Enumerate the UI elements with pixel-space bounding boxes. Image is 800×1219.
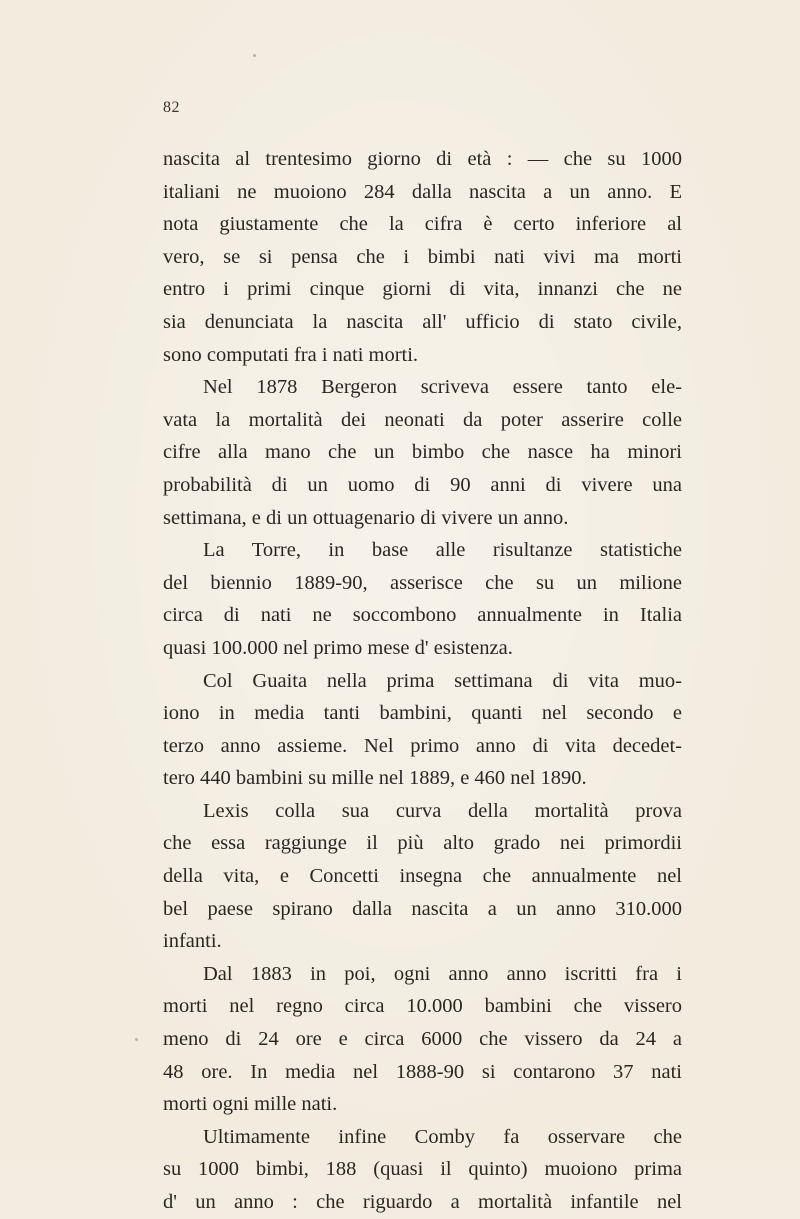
text-line: bel paese spirano dalla nascita a un anno 310.000 — [163, 897, 682, 920]
text-line: terzo anno assieme. Nel primo anno di vita decedet- — [163, 734, 682, 757]
text-line: della vita, e Concetti insegna che annualmente nel — [163, 865, 682, 888]
text-line: Col Guaita nella prima settimana di vita muo- — [203, 669, 682, 692]
text-line: italiani ne muoiono 284 dalla nascita a un anno. E — [163, 180, 682, 203]
text-line: Nel 1878 Bergeron scriveva essere tanto ele- — [203, 376, 682, 399]
text-line: morti nel regno circa 10.000 bambini che vissero — [163, 995, 682, 1018]
text-line: iono in media tanti bambini, quanti nel secondo e — [163, 702, 682, 725]
text-line: La Torre, in base alle risultanze statistiche — [203, 539, 682, 562]
text-line: probabilità di un uomo di 90 anni di vivere una — [163, 473, 682, 496]
paper-speck — [253, 54, 256, 57]
text-line: entro i primi cinque giorni di vita, innanzi che ne — [163, 278, 682, 301]
text-line: che essa raggiunge il più alto grado nei primordii — [163, 832, 682, 855]
text-line: nascita al trentesimo giorno di età : — che su 1000 — [163, 148, 682, 170]
text-line: settimana, e di un ottuagenario di vivere un anno. — [163, 506, 569, 529]
text-line: vata la mortalità dei neonati da poter asserire colle — [163, 408, 682, 431]
body-text — [163, 143, 682, 1219]
text-line: vero, se si pensa che i bimbi nati vivi ma morti — [163, 245, 682, 268]
text-line: cifre alla mano che un bimbo che nasce ha minori — [163, 441, 682, 464]
text-line: circa di nati ne soccombono annualmente in Italia — [163, 604, 682, 627]
text-line: d' un anno : che riguardo a mortalità infantile nel — [163, 1191, 682, 1213]
text-line: morti ogni mille nati. — [163, 1093, 338, 1116]
page-number: 82 — [163, 99, 180, 116]
text-line: sia denunciata la nascita all' ufficio di stato civile, — [163, 310, 682, 333]
text-line: Dal 1883 in poi, ogni anno anno iscritti fra i — [203, 962, 682, 985]
text-line: infanti. — [163, 930, 222, 953]
text-line: quasi 100.000 nel primo mese d' esistenza. — [163, 636, 513, 659]
text-line: Lexis colla sua curva della mortalità prova — [203, 799, 682, 822]
text-line: del biennio 1889-90, asserisce che su un milione — [163, 571, 682, 594]
text-line: meno di 24 ore e circa 6000 che vissero da 24 a — [163, 1028, 682, 1051]
paper-speck — [135, 1038, 138, 1041]
text-line: sono computati fra i nati morti. — [163, 343, 419, 366]
text-line: tero 440 bambini su mille nel 1889, e 460 nel 1890. — [163, 767, 587, 790]
text-line: nota giustamente che la cifra è certo inferiore al — [163, 213, 682, 236]
text-line: 48 ore. In media nel 1888-90 si contarono 37 nati — [163, 1060, 682, 1083]
text-line: Ultimamente infine Comby fa osservare che — [203, 1125, 682, 1148]
text-line: su 1000 bimbi, 188 (quasi il quinto) muoiono prima — [163, 1158, 682, 1181]
